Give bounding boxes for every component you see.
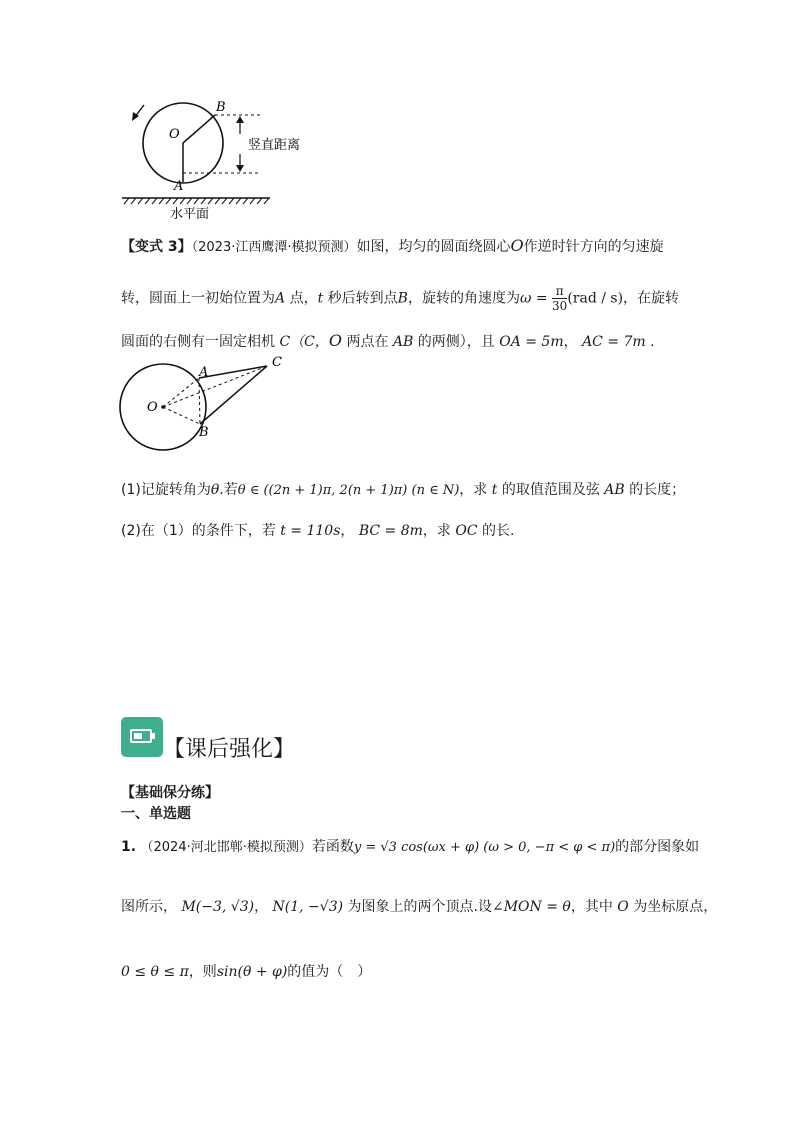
variant-source: （2023·江西鹰潭·模拟预测） [191, 240, 357, 255]
omega-unit: (rad / s) [567, 290, 624, 307]
battery-icon [121, 717, 163, 757]
variant3-line2: 转，圆面上一初始位置为A 点，t 秒后转到点B，旋转的角速度为ω = $\frac{\pi}{30}$ (rad / s)，在旋转 [121, 284, 680, 313]
omega-fraction: $\frac{\pi}{30}$ [552, 284, 568, 313]
variant3-line1: 【变式 3】（2023·江西鹰潭·模拟预测）如图，均匀的圆面绕圆心O作逆时针方向的匀速旋 [121, 236, 664, 255]
function-expression: y = √3 cos(ωx + φ) (ω > 0, −π < φ < π) [353, 840, 616, 855]
theta-condition: θ ∈ ((2n + 1)π, 2(n + 1)π) (n ∈ N) [237, 483, 460, 498]
question-2: (2)在（1）的条件下，若 t = 110s， BC = 8m，求 OC 的长. [121, 523, 515, 539]
question-1: (1)记旋转角为θ.若θ ∈ ((2n + 1)π, 2(n + 1)π) (n ∈ N)，求 t 的取值范围及弦 AB 的长度； [121, 482, 686, 498]
label-A: A [199, 365, 209, 380]
figure-wheel-height [110, 92, 310, 222]
label-O: O [147, 400, 158, 415]
problem-1-line1: 1. （2024·河北邯郸·模拟预测）若函数y = √3 cos(ωx + φ) (ω > 0, −π < φ < π)的部分图象如 [121, 839, 700, 855]
label-B: B [199, 425, 209, 440]
label-B: B [216, 100, 226, 115]
label-O: O [169, 127, 180, 142]
part-title: 一、单选题 [121, 806, 191, 822]
label-A: A [174, 179, 184, 194]
label-vertical-distance: 竖直距离 [248, 138, 301, 153]
problem-1-line2: 图所示， M(−3, √3)， N(1, −√3) 为图象上的两个顶点.设∠MON = θ，其中 O 为坐标原点， [121, 899, 718, 915]
figure-circle-camera [115, 352, 305, 462]
section-title: 【课后强化】 [163, 737, 296, 762]
label-horizontal-plane: 水平面 [170, 207, 210, 222]
problem-source: （2024·河北邯郸·模拟预测） [140, 840, 312, 855]
problem-1-line3: 0 ≤ θ ≤ π，则sin(θ + φ)的值为（ ） [121, 964, 372, 980]
variant-tag: 【变式 3】 [121, 239, 192, 255]
omega-equation: ω = [519, 290, 548, 307]
variant3-line3: 圆面的右侧有一固定相机 C（C，O 两点在 AB 的两侧），且 OA = 5m， AC = 7m . [121, 331, 655, 350]
subsection-title: 【基础保分练】 [121, 785, 219, 801]
label-C: C [272, 355, 282, 370]
